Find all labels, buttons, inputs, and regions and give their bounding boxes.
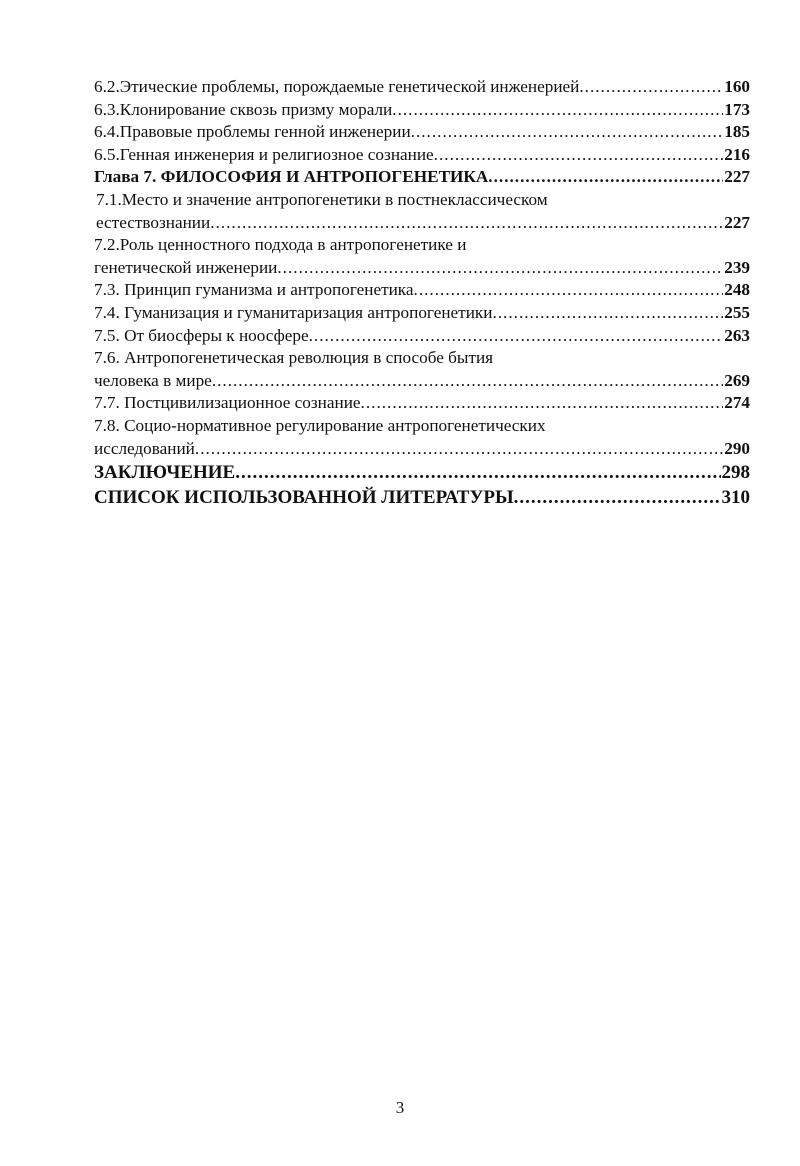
toc-entry-page: 298 — [721, 462, 750, 484]
toc-entry-title: естествознании — [96, 212, 211, 232]
toc-entry — [94, 347, 750, 392]
toc-entry-title: 6.4.Правовые проблемы генной инженерии — [94, 122, 411, 142]
toc-entry-title: 6.5.Генная инженерия и религиозное сознание — [94, 144, 434, 164]
toc-entry — [94, 121, 750, 144]
table-of-contents — [94, 76, 750, 510]
toc-entry-title: 7.4. Гуманизация и гуманитаризация антропогенетики — [94, 302, 493, 322]
toc-entry-page: 216 — [724, 144, 750, 164]
toc-entry-title: 7.5. От биосферы к ноосфере — [94, 325, 309, 345]
toc-leader-dots — [514, 485, 721, 510]
toc-entry-title: 6.2.Этические проблемы, порождаемые генетической инженерией — [94, 77, 580, 96]
toc-leader-dots — [212, 370, 723, 393]
toc-entry — [94, 76, 750, 99]
toc-entry-page: 290 — [724, 438, 750, 458]
toc-leader-dots — [392, 99, 723, 122]
toc-entry-page: 310 — [721, 487, 750, 509]
toc-entry-page: 248 — [724, 280, 750, 300]
page-number: 3 — [395, 1098, 405, 1117]
toc-entry-title: исследований — [94, 438, 195, 458]
toc-leader-dots — [492, 302, 723, 325]
toc-entry-page: 173 — [724, 99, 750, 119]
toc-leader-dots — [414, 279, 724, 302]
toc-entry-first-line: 7.1.Место и значение антропогенетики в постнеклассическом — [96, 189, 548, 209]
toc-entry-title: 7.7. Постцивилизационное сознание — [94, 393, 361, 413]
toc-entry — [94, 415, 750, 460]
toc-entry-page: 239 — [724, 257, 750, 277]
toc-entry-title: Глава 7. ФИЛОСОФИЯ И АНТРОПОГЕНЕТИКА — [94, 167, 489, 187]
toc-section-heading — [94, 485, 750, 510]
toc-entry — [94, 99, 750, 122]
toc-entry-page: 263 — [724, 325, 750, 345]
toc-entry — [94, 325, 750, 348]
toc-entry-page: 227 — [724, 212, 750, 232]
toc-entry-title: 7.3. Принцип гуманизма и антропогенетика — [94, 280, 414, 300]
toc-entry-page: 269 — [724, 370, 750, 390]
toc-entry-title: СПИСОК ИСПОЛЬЗОВАННОЙ ЛИТЕРАТУРЫ — [94, 487, 514, 509]
toc-leader-dots — [411, 121, 724, 144]
toc-leader-dots — [434, 144, 724, 167]
toc-entry-title: 6.3.Клонирование сквозь призму морали — [94, 99, 393, 119]
toc-entry-page: 160 — [724, 77, 750, 96]
toc-entry-page: 227 — [724, 167, 750, 187]
toc-entry-first-line: 7.2.Роль ценностного подхода в антропогенетике и — [94, 235, 467, 255]
toc-leader-dots — [579, 76, 723, 99]
toc-entry — [94, 392, 750, 415]
toc-entry-first-line: 7.8. Социо-нормативное регулирование антропогенетических — [94, 415, 546, 435]
toc-entry — [94, 234, 750, 279]
toc-entry-first-line: 7.6. Антропогенетическая революция в способе бытия — [94, 348, 494, 368]
toc-leader-dots — [361, 392, 724, 415]
toc-leader-dots — [210, 212, 723, 235]
toc-entry-title: ЗАКЛЮЧЕНИЕ — [94, 462, 236, 484]
toc-chapter-heading — [94, 166, 750, 189]
toc-entry-title: генетической инженерии — [94, 257, 278, 277]
toc-entry-page: 274 — [724, 393, 750, 413]
toc-entry — [94, 302, 750, 325]
toc-leader-dots — [277, 257, 723, 280]
toc-leader-dots — [235, 460, 720, 485]
toc-leader-dots — [195, 438, 723, 461]
toc-section-heading — [94, 460, 750, 485]
toc-leader-dots — [488, 166, 723, 189]
toc-entry-title: человека в мире — [94, 370, 212, 390]
toc-entry — [94, 189, 750, 234]
toc-entry — [94, 144, 750, 167]
toc-leader-dots — [309, 325, 724, 348]
toc-entry-page: 255 — [724, 302, 750, 322]
toc-entry — [94, 279, 750, 302]
toc-entry-page: 185 — [724, 122, 750, 142]
